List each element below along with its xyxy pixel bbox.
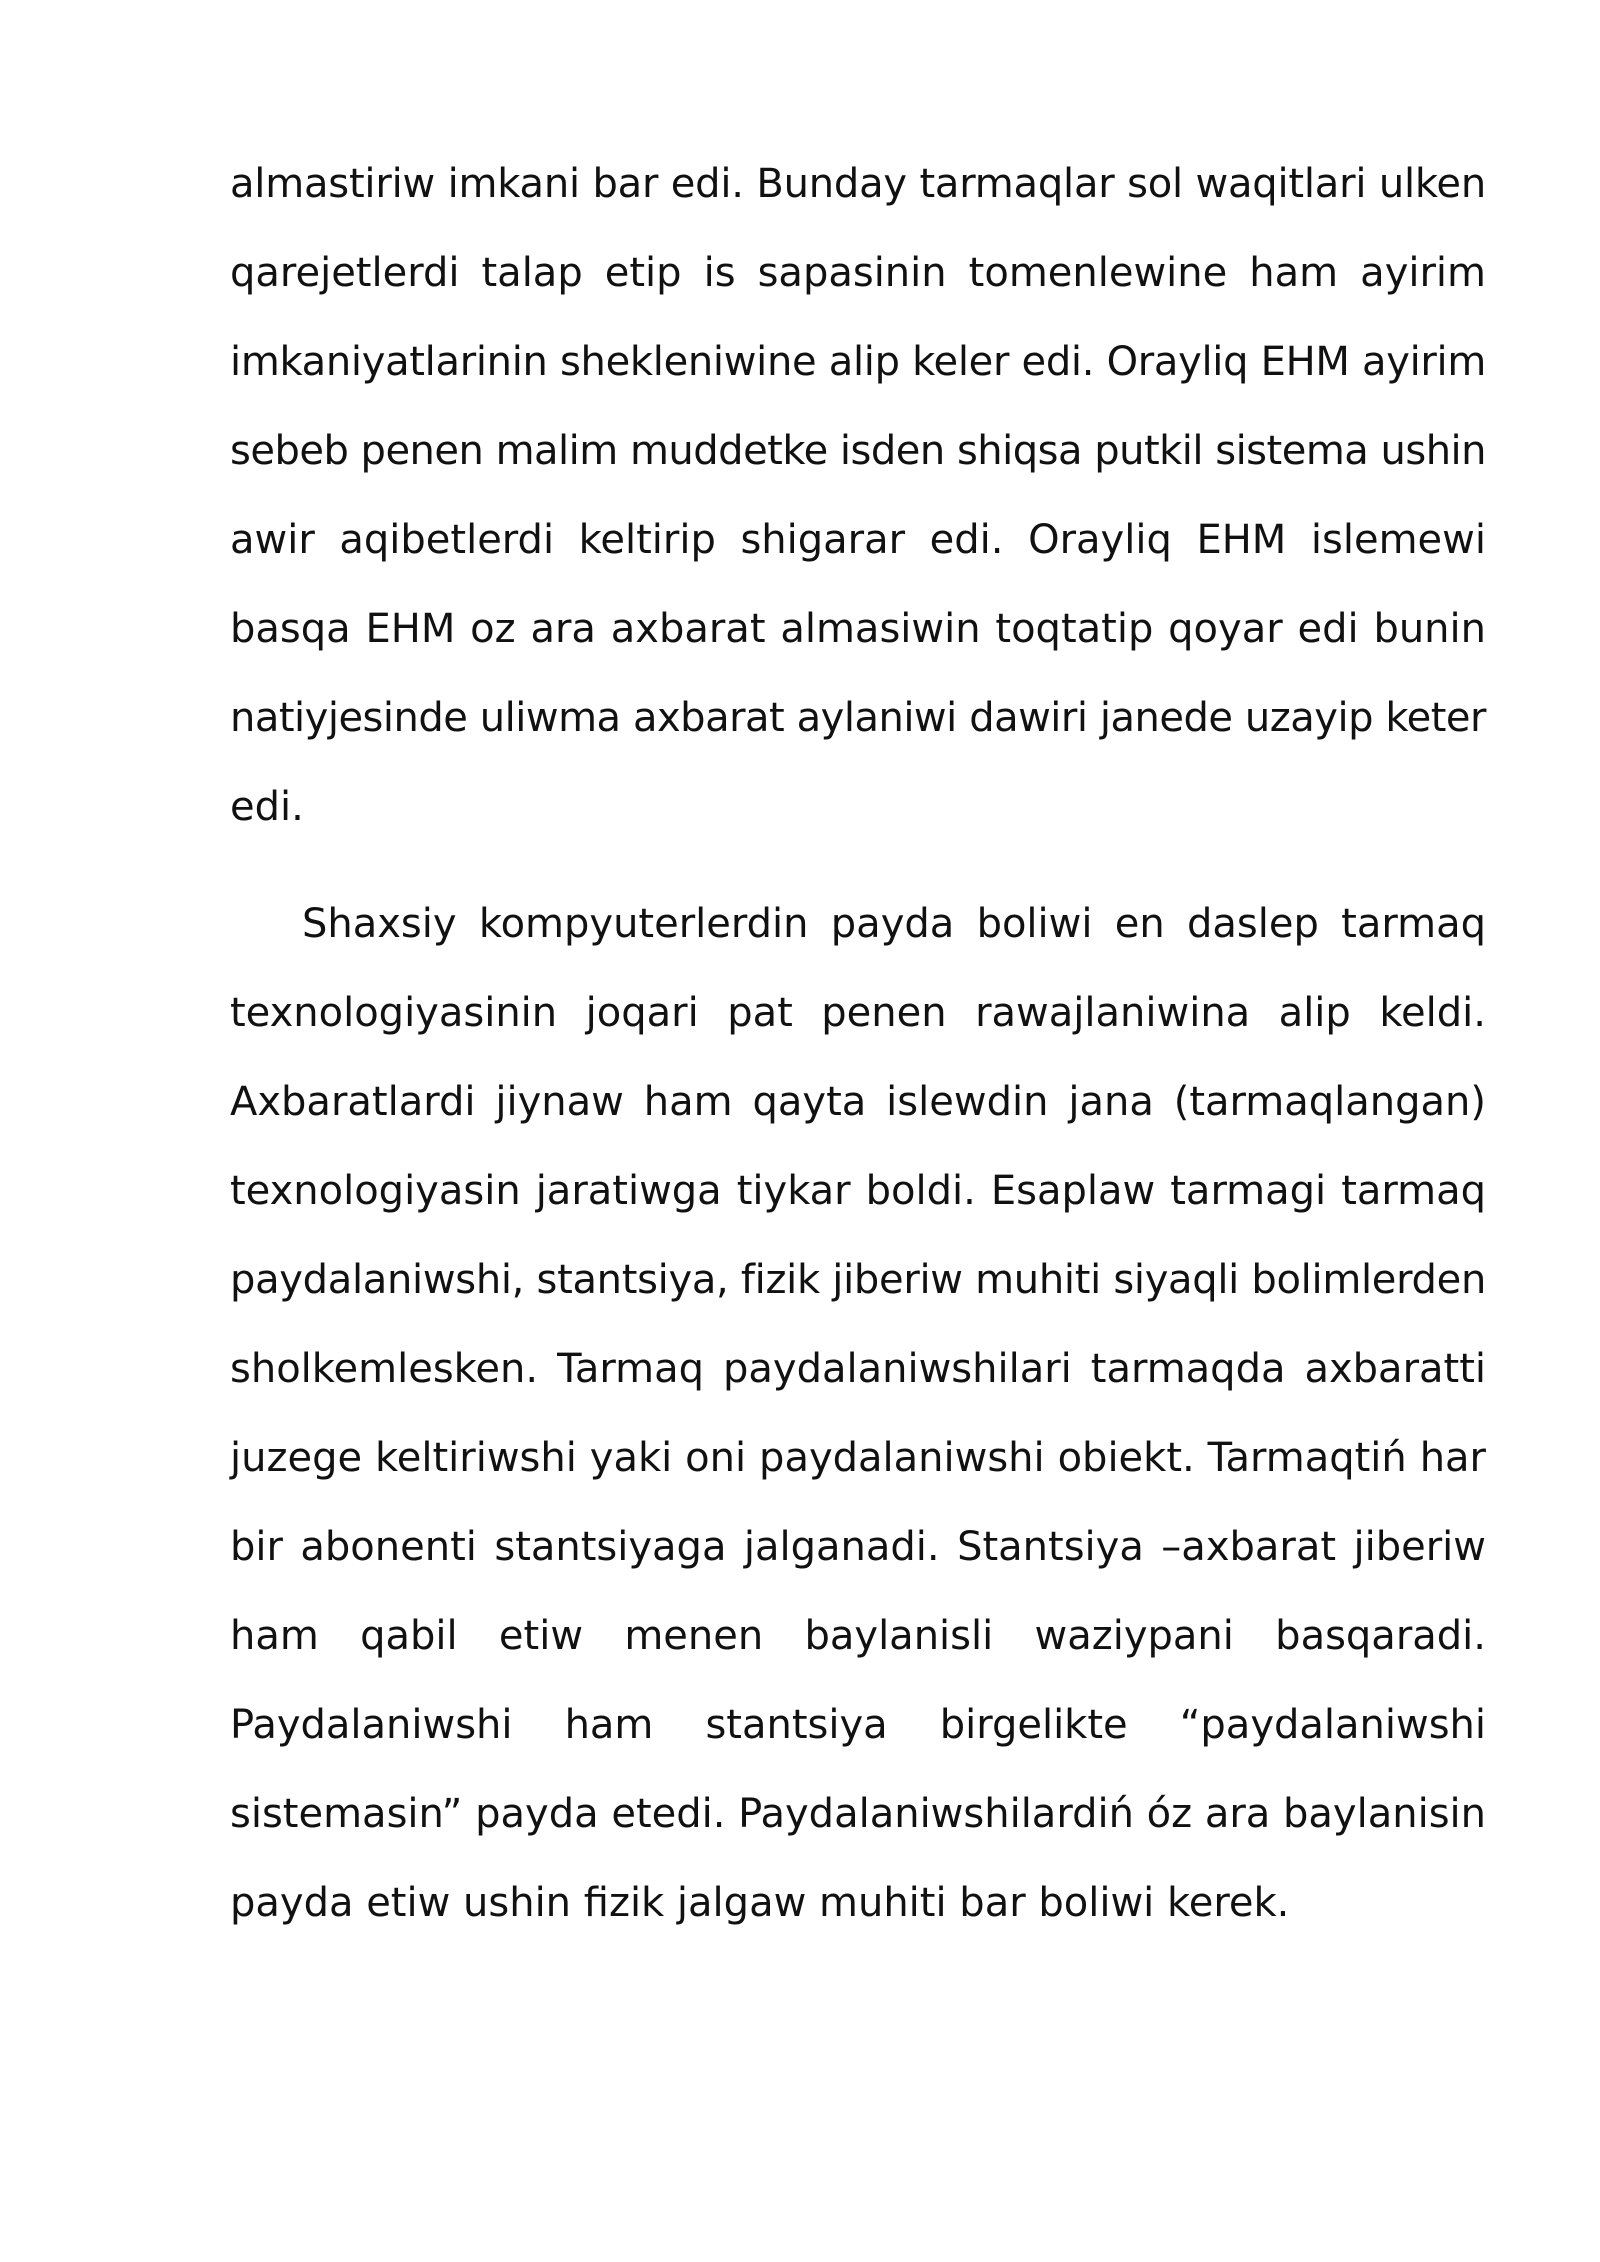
text-line: Shaxsiy kompyuterlerdin payda boliwi en daslep tarmaq bbox=[302, 901, 1486, 947]
text-line: bir abonenti stantsiyaga jalganadi. Stantsiya –axbarat jiberiw bbox=[230, 1524, 1486, 1570]
text-line: sistemasin” payda etedi. Paydalaniwshilardiń óz ara baylanisin bbox=[230, 1791, 1486, 1837]
text-line: Paydalaniwshi ham stantsiya birgelikte “paydalaniwshi bbox=[230, 1702, 1486, 1748]
text-line: sebeb penen malim muddetke isden shiqsa putkil sistema ushin bbox=[230, 428, 1487, 474]
text-line: almastiriw imkani bar edi. Bunday tarmaqlar sol waqitlari ulken bbox=[230, 161, 1486, 207]
text-line: imkaniyatlarinin shekleniwine alip keler edi. Orayliq EHM ayirim bbox=[230, 339, 1487, 385]
paragraph-1 bbox=[230, 140, 1486, 852]
text-line: awir aqibetlerdi keltirip shigarar edi. Orayliq EHM islemewi bbox=[230, 517, 1486, 563]
text-line: natiyjesinde uliwma axbarat aylaniwi dawiri janede uzayip keter bbox=[230, 695, 1486, 741]
text-line: Axbaratlardi jiynaw ham qayta islewdin jana (tarmaqlangan) bbox=[230, 1079, 1486, 1125]
text-line: texnologiyasinin joqari pat penen rawajlaniwina alip keldi. bbox=[230, 990, 1486, 1036]
text-line: basqa EHM oz ara axbarat almasiwin toqtatip qoyar edi bunin bbox=[230, 606, 1486, 652]
paragraph-2 bbox=[230, 880, 1486, 1948]
text-line: qarejetlerdi talap etip is sapasinin tomenlewine ham ayirim bbox=[230, 250, 1486, 296]
text-line: ham qabil etiw menen baylanisli waziypani basqaradi. bbox=[230, 1613, 1486, 1659]
text-line: edi. bbox=[230, 784, 304, 830]
text-line: payda etiw ushin fizik jalgaw muhiti bar boliwi kerek. bbox=[230, 1880, 1290, 1926]
body-text bbox=[230, 140, 1486, 1948]
text-line: texnologiyasin jaratiwga tiykar boldi. Esaplaw tarmagi tarmaq bbox=[230, 1168, 1486, 1214]
text-line: paydalaniwshi, stantsiya, fizik jiberiw muhiti siyaqli bolimlerden bbox=[230, 1257, 1486, 1303]
text-line: juzege keltiriwshi yaki oni paydalaniwshi obiekt. Tarmaqtiń har bbox=[230, 1435, 1486, 1481]
text-line: sholkemlesken. Tarmaq paydalaniwshilari tarmaqda axbaratti bbox=[230, 1346, 1486, 1392]
